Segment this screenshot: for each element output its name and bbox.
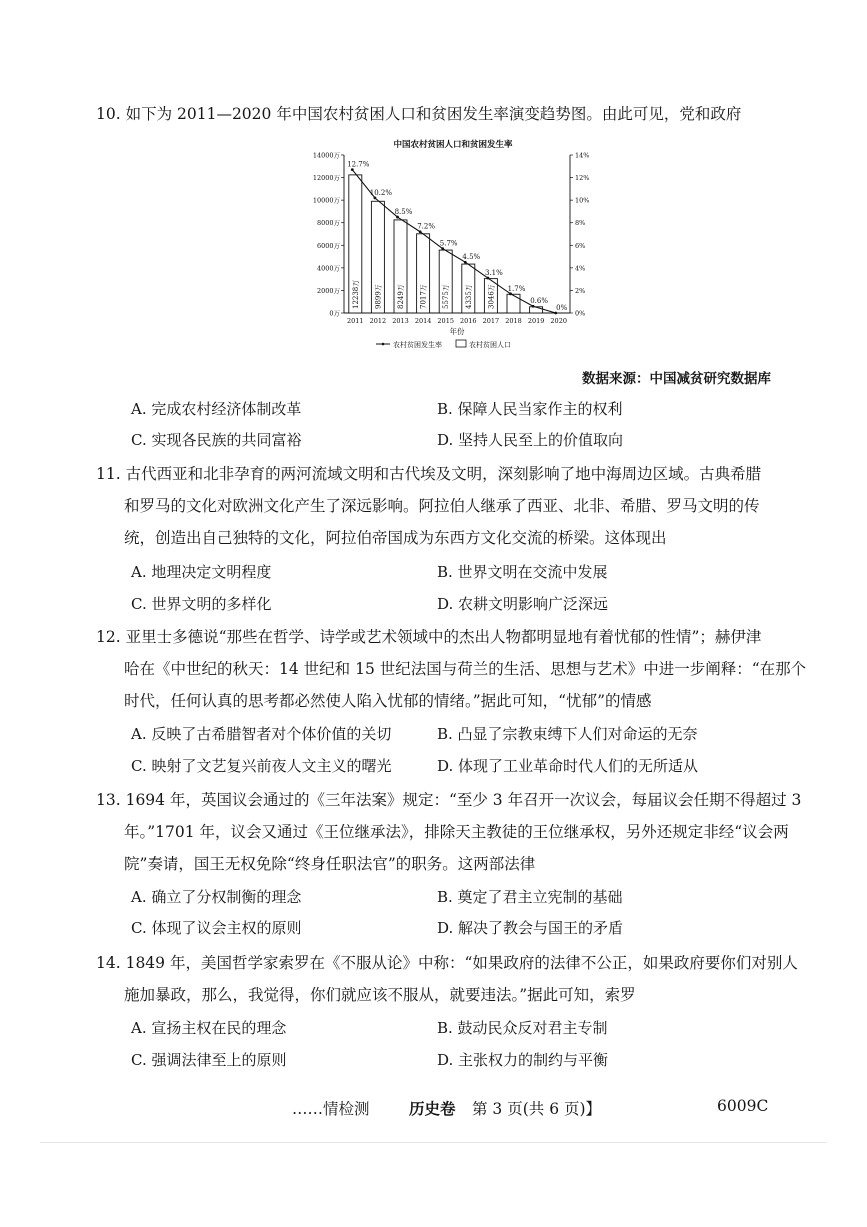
q10-data-source: 数据来源：中国减贫研究数据库	[582, 371, 771, 387]
footer-exam-name: ……情检测	[292, 1100, 370, 1118]
y-left-tick-label: 12000万	[312, 174, 340, 183]
q14-option-a[interactable]: A. 宣扬主权在民的理念	[131, 1019, 287, 1037]
q13-option-a[interactable]: A. 确立了分权制衡的理念	[131, 888, 302, 906]
bar-value-label: 8249万	[397, 284, 405, 309]
q11-option-c[interactable]: C. 世界文明的多样化	[131, 595, 272, 613]
q12-option-c[interactable]: C. 映射了文艺复兴前夜人文主义的曙光	[131, 757, 392, 775]
q11-option-d[interactable]: D. 农耕文明影响广泛深远	[437, 595, 609, 613]
q12-option-a[interactable]: A. 反映了古希腊智者对个体价值的关切	[131, 725, 392, 743]
bar-value-label: 7017万	[419, 284, 428, 309]
q10-option-a[interactable]: A. 完成农村经济体制改革	[131, 400, 302, 418]
footer-subject: 历史卷	[409, 1099, 456, 1118]
poverty-rate-point	[419, 230, 422, 233]
bar-value-label: 9899万	[374, 284, 383, 309]
q13-option-d[interactable]: D. 解决了教会与国王的矛盾	[437, 919, 624, 937]
bar-value-label: 4335万	[464, 284, 473, 309]
q10-option-c[interactable]: C. 实现各民族的共同富裕	[131, 431, 302, 449]
q13-stem-line: 13. 1694 年，英国议会通过的《三年法案》规定：“至少 3 年召开一次议会，每届议会任期不得超过 3	[96, 791, 802, 809]
y-left-tick-label: 4000万	[316, 264, 340, 273]
q13-option-b[interactable]: B. 奠定了君主立宪制的基础	[437, 888, 623, 906]
rate-value-label: 0.6%	[530, 297, 548, 306]
q14-option-c[interactable]: C. 强调法律至上的原则	[131, 1051, 287, 1069]
rate-value-label: 10.2%	[369, 188, 393, 197]
x-tick-label: 2018	[505, 317, 522, 325]
x-axis-label: 年份	[449, 327, 465, 336]
rate-value-label: 5.7%	[439, 239, 458, 248]
y-right-tick-label: 4%	[575, 264, 586, 273]
poverty-rate-point	[441, 247, 444, 250]
y-right-tick-label: 0%	[575, 309, 586, 318]
q14-stem-line: 14. 1849 年，美国哲学家索罗在《不服从论》中称：“如果政府的法律不公正，如果政府要你们对别人	[96, 954, 798, 972]
q12-option-b[interactable]: B. 凸显了宗教束缚下人们对命运的无奈	[437, 725, 698, 743]
q14-option-d[interactable]: D. 主张权力的制约与平衡	[437, 1051, 609, 1069]
bar	[530, 307, 543, 313]
q11-stem-line: 统，创造出自己独特的文化，阿拉伯帝国成为东西方文化交流的桥梁。这体现出	[124, 529, 667, 547]
chart-legend	[376, 340, 511, 349]
q12-stem-line: 哈在《中世纪的秋天：14 世纪和 15 世纪法国与荷兰的生活、思想与艺术》中进一步阐释：“在那个	[124, 660, 807, 678]
x-tick-label: 2012	[369, 317, 387, 325]
x-tick-label: 2014	[414, 317, 432, 325]
footer-page-number: 第 3 页(共 6 页)】	[472, 1100, 602, 1118]
x-tick-label: 2016	[460, 317, 477, 325]
q11-option-a[interactable]: A. 地理决定文明程度	[131, 563, 272, 581]
q11-option-b[interactable]: B. 世界文明在交流中发展	[437, 563, 608, 581]
poverty-rate-point	[554, 312, 557, 315]
rate-value-label: 12.7%	[347, 160, 370, 169]
y-left-tick-label: 14000万	[312, 151, 340, 160]
rate-value-label: 0%	[556, 304, 568, 312]
bar-value-label: 3046万	[487, 284, 496, 309]
rate-value-label: 8.5%	[394, 208, 413, 217]
y-right-tick-label: 8%	[575, 219, 586, 228]
poverty-rate-point	[464, 261, 467, 264]
y-right-tick-label: 2%	[575, 286, 586, 295]
x-tick-label: 2017	[482, 317, 500, 325]
legend-bar-swatch	[456, 340, 466, 347]
page-bottom-rule	[40, 1142, 827, 1143]
legend-line-marker	[382, 343, 385, 346]
rate-value-label: 4.5%	[462, 253, 481, 262]
y-right-tick-label: 6%	[575, 241, 586, 250]
y-left-tick-label: 6000万	[316, 241, 340, 250]
q14-option-b[interactable]: B. 鼓动民众反对君主专制	[437, 1019, 608, 1037]
q12-stem-line: 时代，任何认真的思考都必然使人陷入忧郁的情绪。”据此可知，“忧郁”的情感	[124, 692, 652, 710]
legend-line-label: 农村贫困发生率	[393, 341, 442, 349]
q11-stem-line: 和罗马的文化对欧洲文化产生了深远影响。阿拉伯人继承了西亚、北非、希腊、罗马文明的传	[124, 497, 760, 515]
q13-stem-line: 院”奏请，国王无权免除“终身任职法官”的职务。这两部法律	[124, 855, 536, 873]
q13-stem-line: 年。”1701 年，议会又通过《王位继承法》，排除天主教徒的王位继承权，另外还规定非经“议会两	[124, 823, 789, 841]
q14-stem-line: 施加暴政，那么，我觉得，你们就应该不服从，就要违法。”据此可知，索罗	[124, 986, 636, 1004]
y-right-tick-label: 12%	[575, 174, 590, 183]
rate-value-label: 3.1%	[485, 269, 503, 278]
rate-value-label: 1.7%	[507, 284, 526, 293]
y-right-tick-label: 14%	[575, 151, 590, 160]
rate-value-label: 7.2%	[417, 222, 435, 231]
q10-option-d[interactable]: D. 坚持人民至上的价值取向	[437, 431, 624, 449]
q10-option-b[interactable]: B. 保障人民当家作主的权利	[437, 400, 623, 418]
q13-option-c[interactable]: C. 体现了议会主权的原则	[131, 919, 302, 937]
y-left-tick-label: 10000万	[312, 196, 340, 205]
x-tick-label: 2015	[437, 317, 454, 325]
poverty-rate-point	[487, 277, 490, 280]
bar	[507, 294, 520, 313]
q11-stem-line: 11. 古代西亚和北非孕育的两河流域文明和古代埃及文明，深刻影响了地中海周边区域。古典希腊	[96, 465, 762, 483]
bar-value-label: 12238万	[351, 279, 360, 309]
x-tick-label: 2011	[347, 317, 364, 325]
y-left-tick-label: 0万	[329, 309, 340, 318]
poverty-rate-point	[351, 168, 354, 171]
x-tick-label: 2019	[527, 317, 545, 325]
y-left-tick-label: 2000万	[316, 286, 340, 295]
q12-option-d[interactable]: D. 体现了工业革命时代人们的无所适从	[437, 757, 699, 775]
poverty-rate-point	[509, 292, 512, 295]
poverty-rate-point	[532, 305, 535, 308]
y-right-tick-label: 10%	[575, 196, 590, 205]
chart-title: 中国农村贫困人口和贫困发生率	[393, 140, 513, 150]
legend-bar-label: 农村贫困人口	[469, 341, 511, 349]
x-tick-label: 2020	[550, 317, 567, 325]
poverty-rate-point	[374, 196, 377, 199]
q10-stem: 10. 如下为 2011—2020 年中国农村贫困人口和贫困发生率演变趋势图。由此可见，党和政府	[96, 105, 742, 123]
y-left-tick-label: 8000万	[316, 219, 340, 228]
q12-stem-line: 12. 亚里士多德说“那些在哲学、诗学或艺术领域中的杰出人物都明显地有着忧郁的性情”；赫伊津	[96, 628, 762, 646]
x-tick-label: 2013	[392, 317, 409, 325]
poverty-chart	[300, 133, 600, 355]
bar-value-label: 5575万	[442, 284, 451, 309]
footer-paper-code: 6009C	[717, 1097, 769, 1115]
poverty-rate-point	[396, 216, 399, 219]
